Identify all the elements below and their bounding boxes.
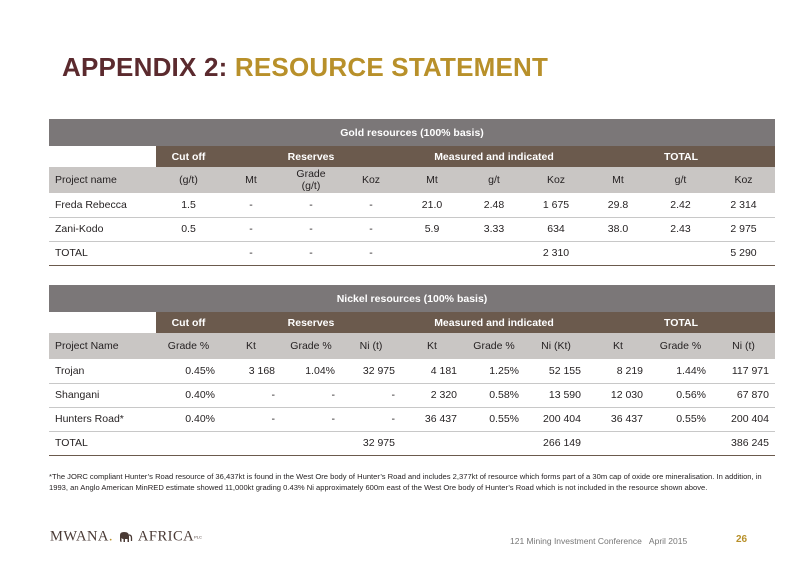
gold-cell: 1.5 (156, 193, 221, 217)
nickel-cell: 36 437 (587, 407, 649, 431)
nickel-cell: Trojan (49, 359, 156, 383)
gold-cell (587, 241, 649, 265)
nickel-group-blank (49, 312, 156, 333)
gold-cell: 2.43 (649, 217, 712, 241)
nickel-group-measured: Measured and indicated (401, 312, 587, 333)
nickel-cell: 266 149 (525, 431, 587, 455)
nickel-cell: - (281, 383, 341, 407)
gold-cell: 5.9 (401, 217, 463, 241)
gold-group-cutoff: Cut off (156, 146, 221, 167)
nickel-cell: - (281, 407, 341, 431)
table-row (49, 193, 775, 217)
logo-word-africa: AFRICA (137, 528, 195, 545)
gold-subheader-4: Koz (341, 167, 401, 193)
nickel-cell (649, 431, 712, 455)
nickel-subheader-6: Grade % (463, 333, 525, 359)
nickel-cell (587, 431, 649, 455)
gold-cell: - (221, 217, 281, 241)
footer-event (510, 536, 687, 546)
nickel-cell: 1.04% (281, 359, 341, 383)
gold-group-total: TOTAL (587, 146, 775, 167)
nickel-cell (401, 431, 463, 455)
nickel-cell: TOTAL (49, 431, 156, 455)
nickel-cell: 12 030 (587, 383, 649, 407)
nickel-cell: 32 975 (341, 431, 401, 455)
nickel-group-cutoff: Cut off (156, 312, 221, 333)
gold-banner: Gold resources (100% basis) (49, 119, 775, 146)
nickel-subheader-2: Kt (221, 333, 281, 359)
gold-cell (463, 241, 525, 265)
gold-subheader-0: Project name (49, 167, 156, 193)
page-number: 26 (736, 534, 748, 545)
nickel-subheader-1: Grade % (156, 333, 221, 359)
nickel-cell (221, 431, 281, 455)
nickel-cell: 3 168 (221, 359, 281, 383)
title-appendix: APPENDIX 2: (62, 52, 228, 82)
gold-subheader-8: Mt (587, 167, 649, 193)
gold-subheader-3: Grade (g/t) (281, 167, 341, 193)
nickel-cell: 0.56% (649, 383, 712, 407)
nickel-cell: - (221, 407, 281, 431)
gold-cell: Zani-Kodo (49, 217, 156, 241)
elephant-icon (117, 529, 133, 545)
gold-cell: 38.0 (587, 217, 649, 241)
logo-suffix: PLC (194, 534, 202, 540)
gold-cell: 2 310 (525, 241, 587, 265)
nickel-cell: - (221, 383, 281, 407)
nickel-cell: 0.40% (156, 407, 221, 431)
gold-cell: - (341, 217, 401, 241)
nickel-group-reserves: Reserves (221, 312, 401, 333)
gold-subheader-row (49, 167, 775, 193)
gold-cell: - (341, 241, 401, 265)
nickel-cell: 0.55% (463, 407, 525, 431)
gold-cell: - (221, 193, 281, 217)
nickel-banner: Nickel resources (100% basis) (49, 285, 775, 312)
table-row (49, 359, 775, 383)
gold-cell: 2 314 (712, 193, 775, 217)
table-row (49, 431, 775, 455)
table-row (49, 383, 775, 407)
nickel-cell: 386 245 (712, 431, 775, 455)
nickel-cell: 1.25% (463, 359, 525, 383)
company-logo (50, 528, 202, 550)
gold-cell: Freda Rebecca (49, 193, 156, 217)
nickel-cell: 0.58% (463, 383, 525, 407)
gold-resources-table (49, 119, 775, 266)
gold-subheader-2: Mt (221, 167, 281, 193)
logo-word-mwana: MWANA (50, 528, 109, 545)
gold-group-measured: Measured and indicated (401, 146, 587, 167)
nickel-cell: 0.55% (649, 407, 712, 431)
gold-cell: 2.42 (649, 193, 712, 217)
nickel-cell: 32 975 (341, 359, 401, 383)
nickel-subheader-8: Kt (587, 333, 649, 359)
gold-cell: 29.8 (587, 193, 649, 217)
nickel-cell: 8 219 (587, 359, 649, 383)
gold-cell: - (221, 241, 281, 265)
nickel-cell: Hunters Road* (49, 407, 156, 431)
gold-cell: TOTAL (49, 241, 156, 265)
table-row (49, 241, 775, 265)
nickel-subheader-10: Ni (t) (712, 333, 775, 359)
title-resource-statement: RESOURCE STATEMENT (234, 52, 549, 82)
footnote: *The JORC compliant Hunter’s Road resource of 36,437kt is found in the West Ore body of Hunter’s Road and includes 2,377kt of resource which forms part of a 30m cap of oxide ore mineralisation. In addition, in 1993, an Anglo American MinRED estimate showed 11,000kt grading 0.43% Ni approximately 600m east of the West Ore body of Hunter’s Road which is not included in the resource shown above. (49, 472, 762, 492)
nickel-cell (156, 431, 221, 455)
nickel-subheader-4: Ni (t) (341, 333, 401, 359)
nickel-subheader-3: Grade % (281, 333, 341, 359)
gold-cell (649, 241, 712, 265)
nickel-cell: - (341, 407, 401, 431)
nickel-resources-table (49, 285, 775, 456)
nickel-subheader-9: Grade % (649, 333, 712, 359)
gold-cell: 2.48 (463, 193, 525, 217)
gold-cell: 1 675 (525, 193, 587, 217)
gold-group-reserves: Reserves (221, 146, 401, 167)
logo-dot: . (108, 528, 114, 545)
gold-cell: - (281, 217, 341, 241)
gold-subheader-9: g/t (649, 167, 712, 193)
nickel-cell: 0.45% (156, 359, 221, 383)
gold-cell (401, 241, 463, 265)
gold-cell: - (341, 193, 401, 217)
footer-event-name: 121 Mining Investment Conference (510, 536, 642, 546)
nickel-cell: 117 971 (712, 359, 775, 383)
gold-subheader-7: Koz (525, 167, 587, 193)
nickel-cell: Shangani (49, 383, 156, 407)
gold-cell: 5 290 (712, 241, 775, 265)
gold-group-blank (49, 146, 156, 167)
page-title (62, 52, 548, 83)
gold-cell: 3.33 (463, 217, 525, 241)
gold-cell (156, 241, 221, 265)
footer-date: April 2015 (648, 536, 688, 546)
gold-subheader-6: g/t (463, 167, 525, 193)
nickel-cell (281, 431, 341, 455)
nickel-cell: - (341, 383, 401, 407)
nickel-subheader-0: Project Name (49, 333, 156, 359)
nickel-cell (463, 431, 525, 455)
gold-subheader-10: Koz (712, 167, 775, 193)
gold-cell: 2 975 (712, 217, 775, 241)
nickel-cell: 52 155 (525, 359, 587, 383)
gold-cell: 0.5 (156, 217, 221, 241)
gold-subheader-1: (g/t) (156, 167, 221, 193)
nickel-group-total: TOTAL (587, 312, 775, 333)
nickel-cell: 36 437 (401, 407, 463, 431)
nickel-cell: 67 870 (712, 383, 775, 407)
nickel-cell: 1.44% (649, 359, 712, 383)
nickel-cell: 13 590 (525, 383, 587, 407)
nickel-subheader-7: Ni (Kt) (525, 333, 587, 359)
table-row (49, 217, 775, 241)
nickel-cell: 200 404 (712, 407, 775, 431)
gold-cell: - (281, 193, 341, 217)
table-row (49, 407, 775, 431)
nickel-subheader-5: Kt (401, 333, 463, 359)
gold-cell: 634 (525, 217, 587, 241)
nickel-subheader-row (49, 333, 775, 359)
nickel-cell: 4 181 (401, 359, 463, 383)
gold-cell: 21.0 (401, 193, 463, 217)
nickel-cell: 0.40% (156, 383, 221, 407)
gold-subheader-5: Mt (401, 167, 463, 193)
nickel-cell: 2 320 (401, 383, 463, 407)
nickel-cell: 200 404 (525, 407, 587, 431)
gold-cell: - (281, 241, 341, 265)
